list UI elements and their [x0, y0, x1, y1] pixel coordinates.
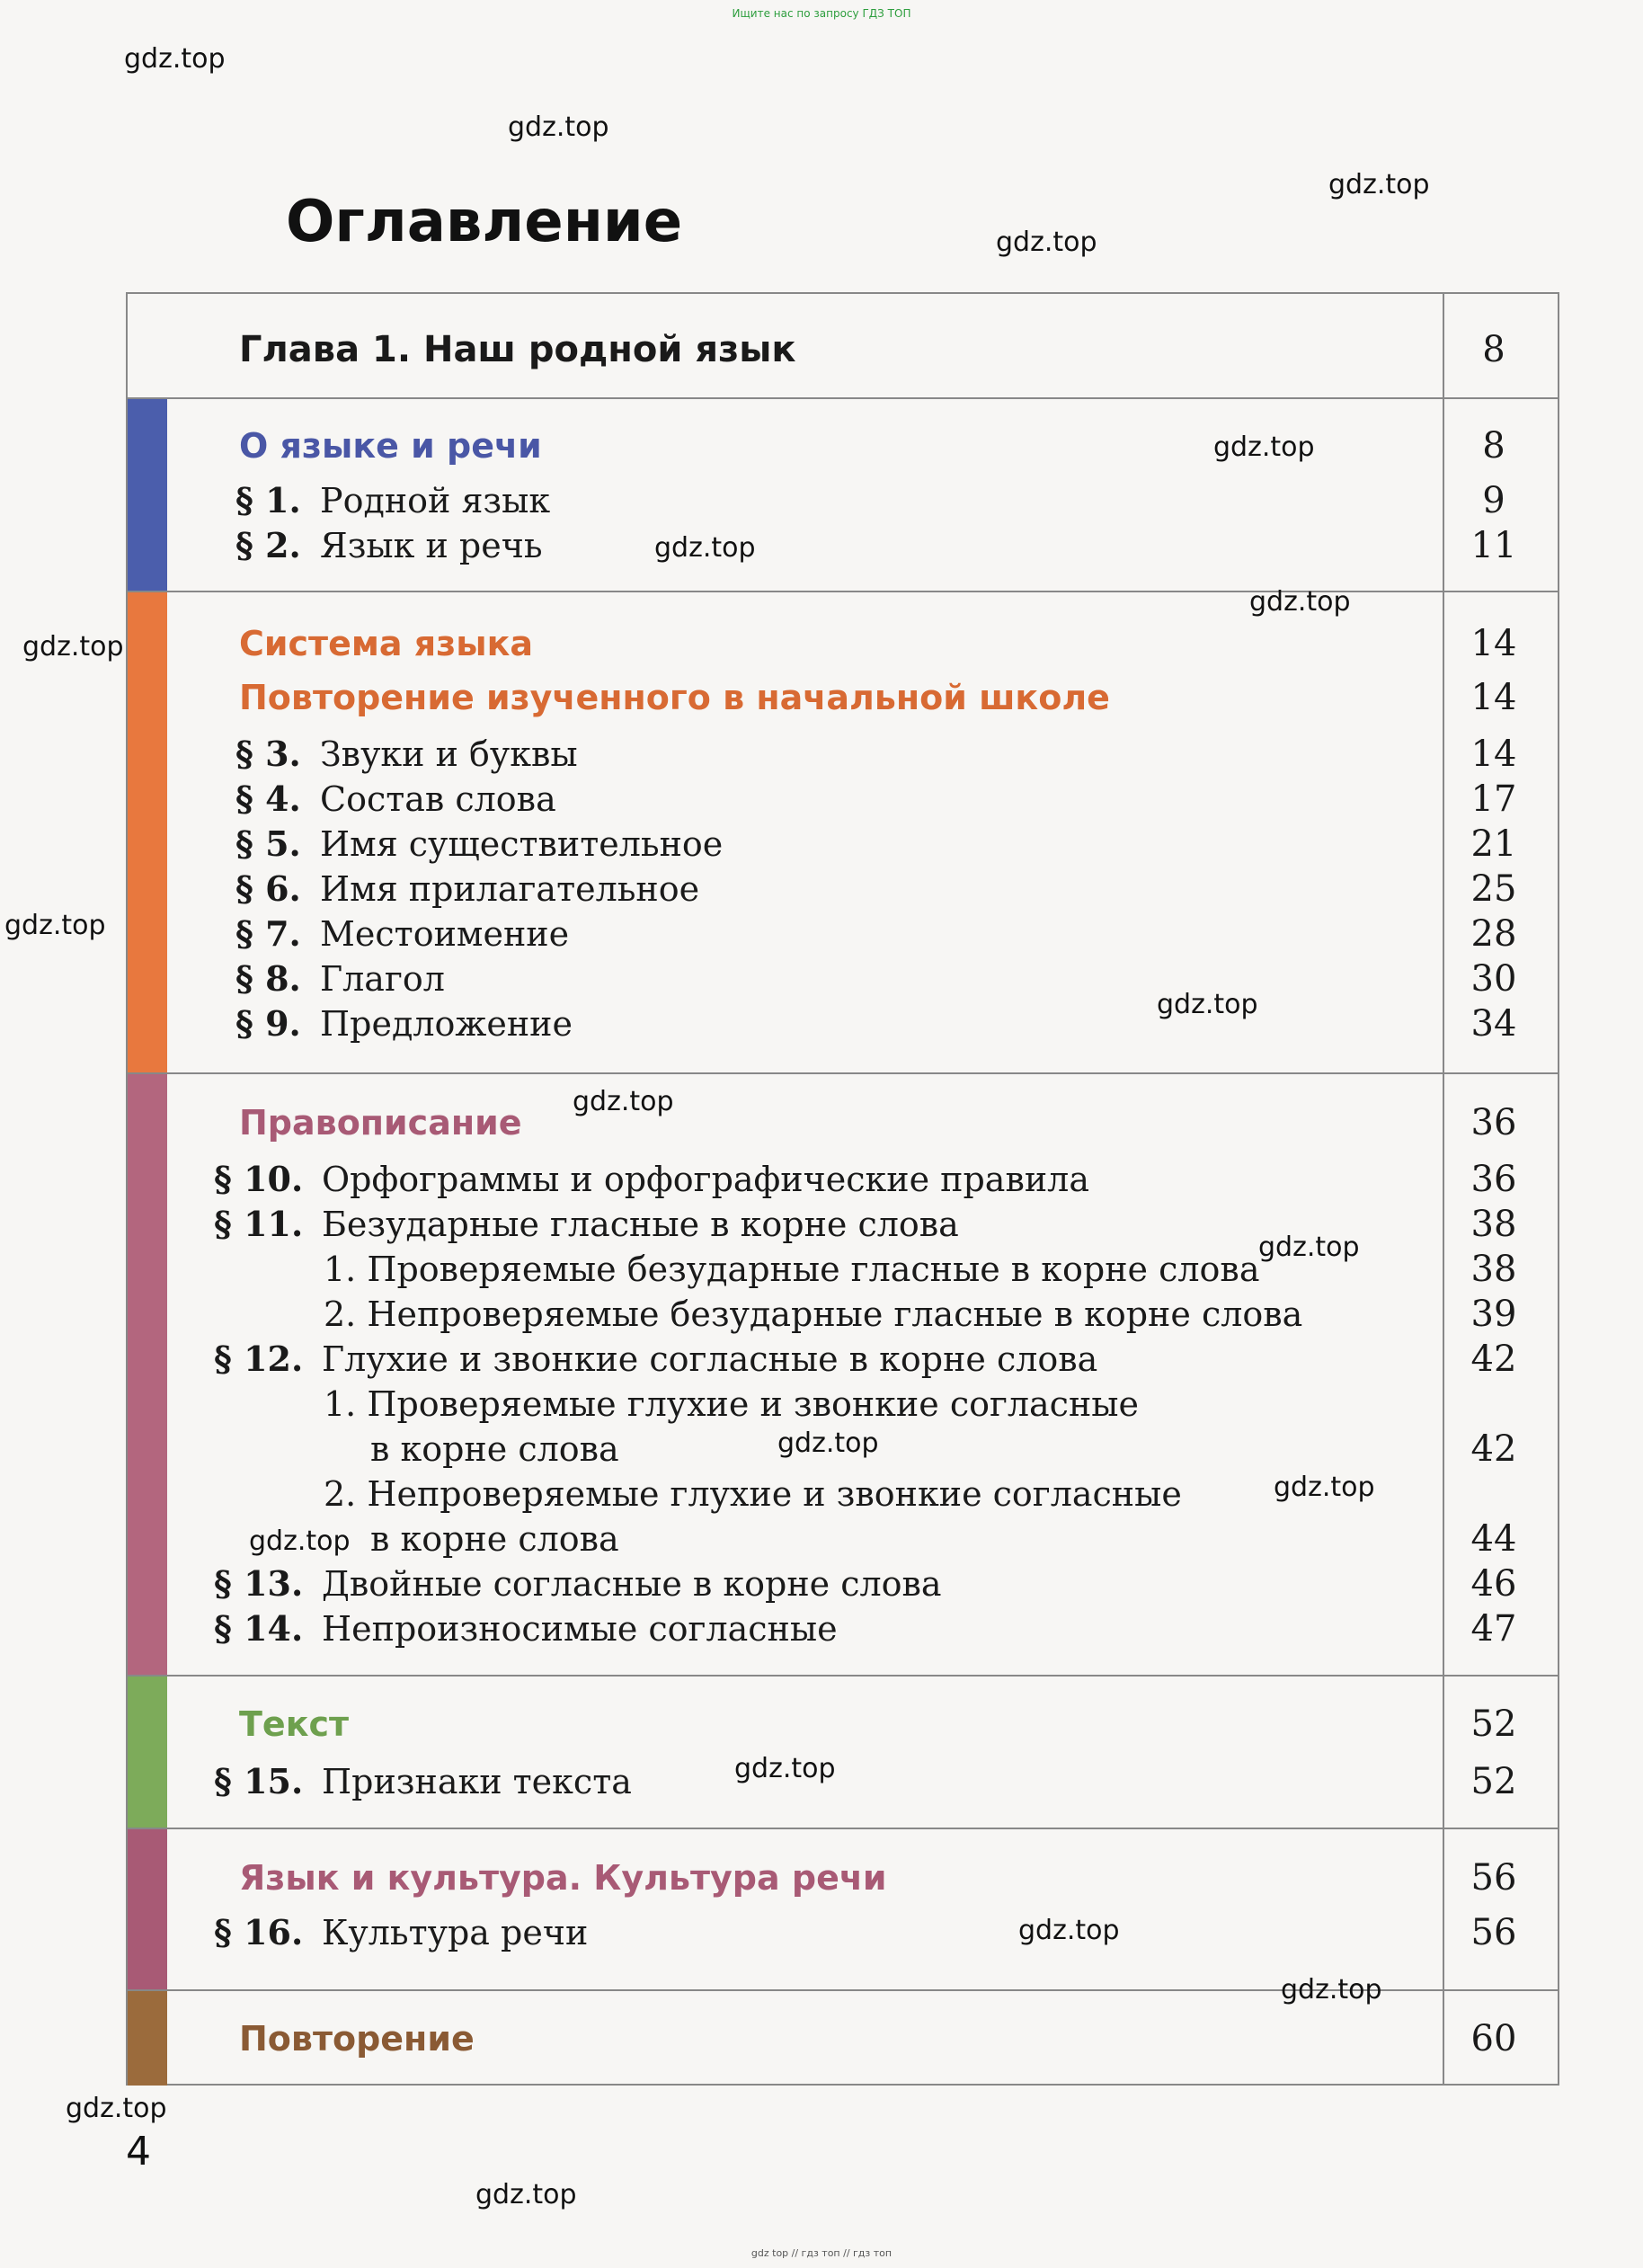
toc-paragraph-row[interactable]	[128, 1605, 1561, 1653]
paragraph-number: § 6.	[235, 868, 301, 909]
toc-paragraph-row[interactable]	[128, 910, 1561, 958]
page-ref: 36	[1470, 1159, 1517, 1200]
toc-section-row[interactable]	[128, 673, 1561, 722]
watermark: gdz.top	[654, 532, 756, 564]
watermark: gdz.top	[573, 1086, 674, 1117]
subitem-label-continued: в корне слова	[370, 1519, 619, 1559]
page-ref: 56	[1470, 1857, 1517, 1899]
paragraph-label: Местоимение	[320, 914, 570, 954]
page-ref: 36	[1470, 1102, 1517, 1143]
page-ref: 38	[1470, 1204, 1517, 1245]
page-ref: 52	[1470, 1703, 1517, 1745]
watermark: gdz.top	[22, 631, 124, 663]
paragraph-number: § 4.	[235, 778, 301, 819]
paragraph-number: § 13.	[214, 1563, 304, 1604]
page-ref: 52	[1470, 1761, 1517, 1802]
paragraph-number: § 11.	[214, 1204, 304, 1244]
watermark: gdz.top	[1281, 1974, 1382, 2006]
toc-paragraph-row[interactable]	[128, 476, 1561, 525]
toc-paragraph-row[interactable]	[128, 1908, 1561, 1957]
watermark: gdz.top	[66, 2093, 167, 2124]
paragraph-number: § 3.	[235, 734, 301, 774]
paragraph-label: Безударные гласные в корне слова	[322, 1205, 959, 1244]
subitem-label: 2. Непроверяемые глухие и звонкие согласные	[324, 1474, 1182, 1514]
paragraph-label: Глухие и звонкие согласные в корне слова	[322, 1339, 1098, 1379]
toc-paragraph-row[interactable]	[128, 1000, 1561, 1048]
page-title: Оглавление	[286, 189, 683, 255]
toc-section-row[interactable]	[128, 2015, 1561, 2063]
section-label: О языке и речи	[239, 426, 542, 466]
page-ref: 14	[1470, 734, 1517, 775]
toc-paragraph-row[interactable]	[128, 820, 1561, 868]
paragraph-number: § 1.	[235, 480, 301, 520]
paragraph-label: Орфограммы и орфографические правила	[322, 1160, 1089, 1199]
paragraph-label: Имя существительное	[320, 824, 724, 864]
page-ref: 9	[1482, 480, 1505, 521]
page-ref: 8	[1482, 329, 1505, 370]
watermark: gdz.top	[124, 43, 226, 75]
subitem-label: 2. Непроверяемые безударные гласные в корне слова	[324, 1294, 1303, 1334]
watermark: gdz.top	[1018, 1915, 1120, 1946]
page-ref: 30	[1470, 958, 1517, 1000]
page-ref: 34	[1470, 1003, 1517, 1045]
watermark: gdz.top	[249, 1525, 351, 1557]
page-ref: 28	[1470, 913, 1517, 955]
page-ref: 21	[1470, 823, 1517, 865]
toc-section-row[interactable]	[128, 1098, 1561, 1147]
toc-section-row[interactable]	[128, 1854, 1561, 1902]
paragraph-label: Глагол	[320, 959, 445, 999]
top-note: Ищите нас по запросу ГДЗ ТОП	[732, 7, 911, 20]
watermark: gdz.top	[1274, 1472, 1375, 1503]
page-ref: 56	[1470, 1912, 1517, 1953]
divider-3	[128, 1072, 1558, 1074]
toc-paragraph-row[interactable]	[128, 1757, 1561, 1806]
watermark: gdz.top	[1249, 586, 1351, 618]
toc-subitem-row[interactable]	[128, 1290, 1561, 1339]
subitem-label-continued: в корне слова	[370, 1429, 619, 1469]
page-ref: 14	[1470, 623, 1517, 664]
toc-paragraph-row[interactable]	[128, 1560, 1561, 1608]
paragraph-number: § 14.	[214, 1608, 304, 1649]
page-ref: 42	[1470, 1428, 1517, 1470]
toc-paragraph-row[interactable]	[128, 521, 1561, 570]
divider-1	[128, 397, 1558, 399]
page-ref: 11	[1470, 525, 1517, 566]
watermark: gdz.top	[996, 227, 1097, 258]
page-ref: 60	[1470, 2018, 1517, 2059]
toc-section-row[interactable]	[128, 1700, 1561, 1748]
paragraph-label: Родной язык	[320, 481, 551, 520]
subitem-label: 1. Проверяемые безударные гласные в корне слова	[324, 1250, 1260, 1289]
page-ref: 44	[1470, 1518, 1517, 1560]
paragraph-number: § 9.	[235, 1003, 301, 1044]
paragraph-label: Культура речи	[322, 1913, 589, 1952]
page-ref: 38	[1470, 1249, 1517, 1290]
paragraph-label: Признаки текста	[322, 1762, 632, 1801]
paragraph-label: Предложение	[320, 1004, 573, 1044]
paragraph-label: Имя прилагательное	[320, 869, 700, 909]
section-label: Правописание	[239, 1103, 522, 1143]
page-ref: 46	[1470, 1563, 1517, 1605]
paragraph-label: Состав слова	[320, 779, 556, 819]
toc-section-row[interactable]	[128, 619, 1561, 668]
toc-paragraph-row[interactable]	[128, 1155, 1561, 1204]
toc-paragraph-row[interactable]	[128, 1335, 1561, 1383]
bottom-note: gdz top // гдз топ // гдз топ	[750, 2247, 893, 2259]
watermark: gdz.top	[734, 1753, 836, 1784]
section-label: Текст	[239, 1704, 350, 1744]
paragraph-number: § 8.	[235, 958, 301, 999]
divider-5	[128, 1828, 1558, 1829]
page-number: 4	[126, 2129, 151, 2175]
section-label: Повторение	[239, 2019, 475, 2059]
paragraph-number: § 7.	[235, 913, 301, 954]
toc-chapter-row[interactable]	[128, 325, 1561, 374]
page-ref: 17	[1470, 778, 1517, 820]
paragraph-number: § 10.	[214, 1159, 304, 1199]
paragraph-number: § 16.	[214, 1912, 304, 1952]
paragraph-label: Двойные согласные в корне слова	[322, 1564, 942, 1604]
paragraph-label: Язык и речь	[320, 526, 543, 565]
page-ref: 47	[1470, 1608, 1517, 1650]
page-ref: 25	[1470, 868, 1517, 910]
chapter-label: Глава 1. Наш родной язык	[239, 329, 796, 370]
toc-paragraph-row[interactable]	[128, 955, 1561, 1003]
watermark: gdz.top	[1328, 169, 1430, 200]
watermark: gdz.top	[1258, 1232, 1360, 1263]
section-label: Система языка	[239, 624, 534, 663]
paragraph-number: § 15.	[214, 1761, 304, 1801]
table-of-contents	[126, 292, 1559, 2086]
page-ref: 39	[1470, 1294, 1517, 1335]
paragraph-label: Звуки и буквы	[320, 734, 578, 774]
watermark: gdz.top	[1157, 989, 1258, 1020]
divider-4	[128, 1675, 1558, 1677]
paragraph-number: § 2.	[235, 525, 301, 565]
toc-paragraph-row[interactable]	[128, 865, 1561, 913]
watermark: gdz.top	[4, 910, 106, 941]
toc-subitem-row[interactable]	[128, 1380, 1561, 1428]
watermark: gdz.top	[475, 2179, 577, 2210]
watermark: gdz.top	[508, 111, 609, 143]
subitem-label: 1. Проверяемые глухие и звонкие согласные	[324, 1384, 1140, 1424]
paragraph-number: § 12.	[214, 1339, 304, 1379]
paragraph-label: Непроизносимые согласные	[322, 1609, 838, 1649]
watermark: gdz.top	[777, 1428, 879, 1459]
section-label: Язык и культура. Культура речи	[239, 1858, 887, 1898]
toc-section-row[interactable]	[128, 422, 1561, 470]
page-ref: 8	[1482, 425, 1505, 467]
toc-paragraph-row[interactable]	[128, 775, 1561, 823]
page-ref: 14	[1470, 677, 1517, 718]
section-label: Повторение изученного в начальной школе	[239, 678, 1110, 717]
page-ref: 42	[1470, 1339, 1517, 1380]
watermark: gdz.top	[1213, 431, 1315, 463]
toc-paragraph-row[interactable]	[128, 730, 1561, 778]
paragraph-number: § 5.	[235, 823, 301, 864]
